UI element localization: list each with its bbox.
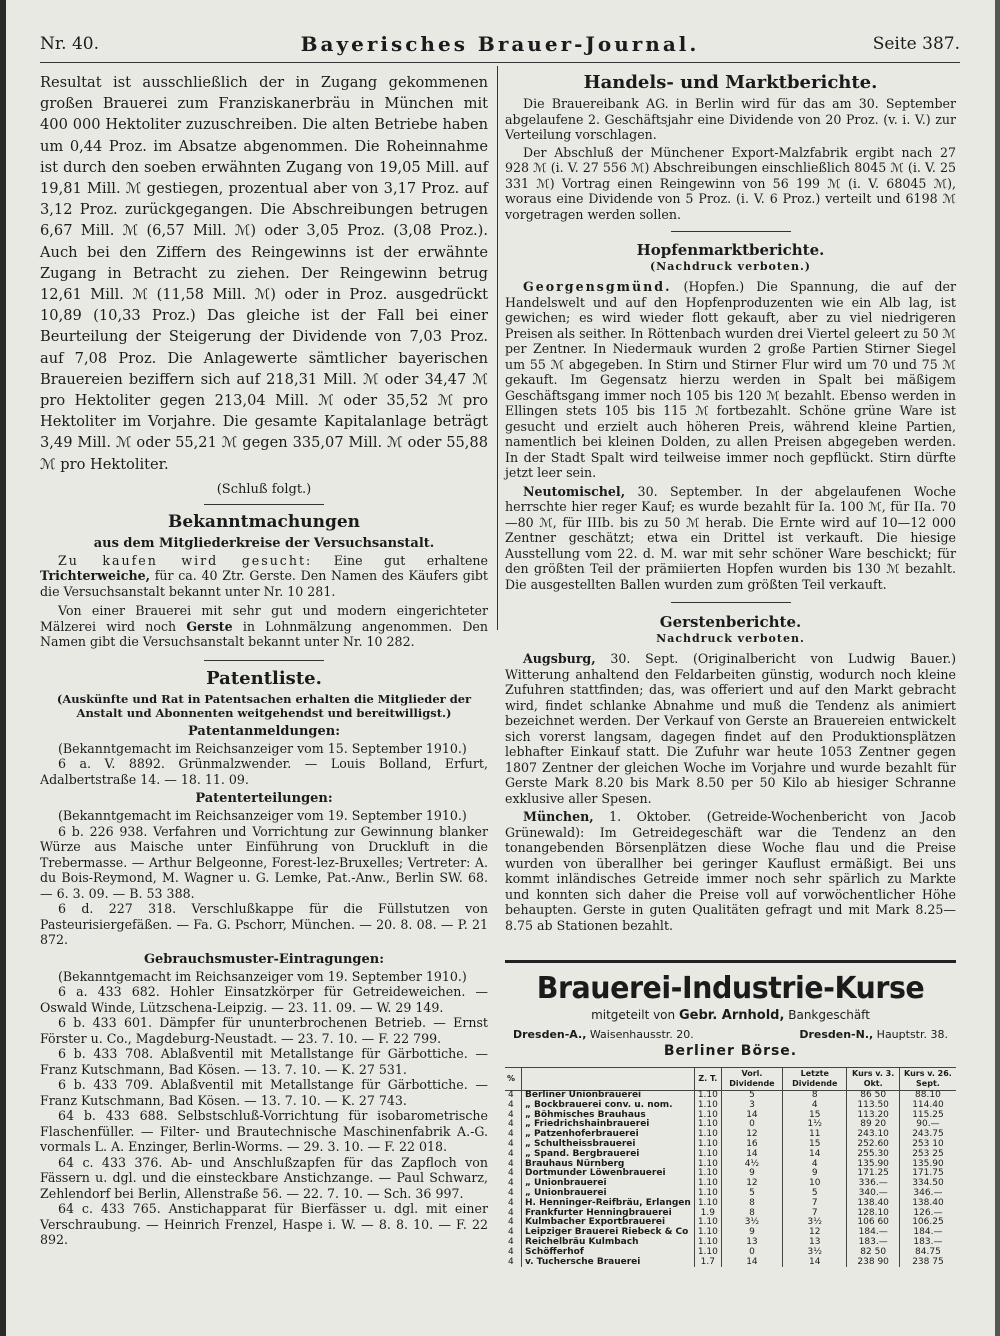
quote-cell: 1.10	[694, 1248, 721, 1258]
quote-cell: 4	[508, 1138, 514, 1149]
quote-cell: 4	[508, 1217, 514, 1228]
quote-cell: 253 10	[899, 1140, 956, 1150]
utility-model-entry: 64 b. 433 688. Selbstschluß-Vorrichtung für isobarometrische Flaschenfüller. — Filter- und Brautechnische Maschinenfabrik A.-G. vormals L. A. Enzinger, Berlin-Worms. — 29. 3. 10. — F. 22 018.	[40, 1108, 488, 1155]
company-name: „ Unionbrauerei	[522, 1179, 695, 1189]
quote-cell: 1.10	[694, 1111, 721, 1121]
utility-models-list	[40, 984, 488, 1248]
header-rule	[40, 62, 960, 63]
utility-models-date: (Bekanntgemacht im Reichsanzeiger vom 19. September 1910.)	[58, 968, 467, 984]
address-right-street: Hauptstr. 38.	[873, 1028, 948, 1041]
quotes-source-firm: Gebr. Arnhold,	[678, 1008, 785, 1023]
quote-cell: 346.—	[899, 1189, 956, 1199]
quote-cell: 5	[721, 1091, 782, 1101]
announcement-lead: Zu kaufen wird gesucht:	[58, 552, 313, 568]
quote-cell: 4	[508, 1168, 514, 1179]
quotes-column-header: Kurs v. 3. Okt.	[847, 1068, 899, 1091]
market-report-item: Die Brauereibank AG. in Berlin wird für das am 30. September abgelaufene 2. Geschäftsjahr eine Dividende von 20 Proz. (v. i. V.) zur Verteilung vorschlagen.	[505, 96, 956, 142]
quote-cell: 1.10	[694, 1120, 721, 1130]
quotes-table	[505, 1067, 956, 1267]
patent-grant-entry: 6 d. 227 318. Verschlußkappe für die Füllstutzen von Pasteurisiergefäßen. — Fa. G. Pschorr, München. — 20. 8. 08. — P. 21 872.	[40, 901, 488, 948]
quote-cell: 106.25	[899, 1218, 956, 1228]
quote-cell: 184.—	[899, 1228, 956, 1238]
utility-model-entry: 6 a. 433 682. Hohler Einsatzkörper für Getreideweichen. — Oswald Winde, Lützschena-Leipzig. — 23. 11. 09. — W. 29 149.	[40, 984, 488, 1015]
quote-cell: 253 25	[899, 1150, 956, 1160]
quotes-column-header	[522, 1068, 695, 1091]
address-left-city: Dresden-A.,	[513, 1028, 587, 1041]
report-text: 30. Sept. (Originalbericht von Ludwig Bauer.) Witterung anhaltend den Feldarbeiten günstig, wodurch noch kleine Zufuhren stattfinden; das, was offeriert und auf den Markt gebracht wird, findet schlanke Abnahme und muß die Tendenz als animiert bezeichnet werden. Der Verkauf von Gerste an Brauereien entwickelt sich vorerst langsam, dagegen findet auf den Produktionsplätzen lebhafter Einkauf statt. Die Zufuhr war heute 1053 Zentner gegen 1807 Zentner der gleichen Woche im Vorjahre und wurde bezahlt für Gerste Mark 8.20 bis Mark 8.50 per 50 Kilo ab hiesiger Schranne exklusive aller Spesen.	[505, 651, 956, 806]
patent-grants-date: (Bekanntgemacht im Reichsanzeiger vom 19. September 1910.)	[58, 808, 467, 824]
quote-cell: 135.90	[899, 1160, 956, 1170]
quote-cell: 113.50	[847, 1101, 899, 1111]
quote-cell: 1.10	[694, 1130, 721, 1140]
quote-cell: 15	[783, 1111, 847, 1121]
quote-cell: 4	[508, 1148, 514, 1159]
report-text: 30. September. In der abgelaufenen Woche herrschte hier reger Kauf; es wurde bezahlt für Ia. 100 ℳ, für IIa. 70—80 ℳ, für IIIb. bis zu 50 ℳ herab. Die Ernte wird auf 10—12 000 Zentner geschätzt; etwa ein Drittel ist verkauft. Die hiesige Ausstellung vom 22. d. M. war mit sehr schöner Ware beschickt; für den größten Teil der prämiierten Hopfen wurden bis 130 ℳ bezahlt. Die ausgestellten Ballen wurden zum größten Teil verkauft.	[505, 483, 956, 592]
company-name: „ Schultheissbrauerei	[522, 1140, 695, 1150]
company-name: „ Böhmisches Brauhaus	[522, 1111, 695, 1121]
hops-report-item	[505, 484, 956, 593]
quote-cell: 243.10	[847, 1130, 899, 1140]
quote-cell: 4	[508, 1227, 514, 1238]
quote-cell: 4	[508, 1109, 514, 1120]
hops-reports-note: (Nachdruck verboten.)	[649, 260, 812, 273]
quote-cell: 114.40	[899, 1101, 956, 1111]
quote-cell: 128.10	[847, 1209, 899, 1219]
scan-edge-left	[0, 0, 6, 1336]
patent-applications-date: (Bekanntgemacht im Reichsanzeiger vom 15. September 1910.)	[58, 740, 467, 756]
company-name: „ Patzenhoferbrauerei	[522, 1130, 695, 1140]
quote-cell: 183.—	[847, 1238, 899, 1248]
quote-cell: 1.7	[694, 1258, 721, 1268]
announcement-keyword: Trichterweiche,	[40, 568, 151, 584]
patent-grants-list	[40, 824, 488, 948]
quote-cell: 12	[721, 1130, 782, 1140]
company-name: „ Unionbrauerei	[522, 1189, 695, 1199]
quote-cell: 8	[721, 1209, 782, 1219]
company-name: Leipziger Brauerei Riebeck & Co	[522, 1228, 695, 1238]
quote-cell: 4	[508, 1236, 514, 1247]
journal-title: Bayerisches Brauer-Journal.	[300, 32, 700, 56]
announcement-text: Eine gut erhaltene	[312, 552, 488, 568]
report-place: Augsburg,	[523, 651, 596, 666]
quote-cell: 184.—	[847, 1228, 899, 1238]
exchange-title: Berliner Börse.	[663, 1043, 798, 1059]
scan-edge-right	[995, 0, 1000, 1336]
quote-cell: 4	[783, 1101, 847, 1111]
quote-cell: 4	[508, 1246, 514, 1257]
quote-cell: 13	[721, 1238, 782, 1248]
section-divider	[204, 504, 324, 505]
patent-application-entry: 6 a. V. 8892. Grünmalzwender. — Louis Bolland, Erfurt, Adalbertstraße 14. — 18. 11. 09.	[40, 756, 488, 787]
quote-cell: 4	[783, 1160, 847, 1170]
quotes-source-prefix: mitgeteilt von	[591, 1008, 676, 1022]
article-continuation: Resultat ist ausschließlich der in Zugang gekommenen großen Brauerei zum Franziskanerbräu in München mit 400 000 Hektoliter zuzuschreiben. Die alten Betriebe haben um 0,44 Proz. im Absatze abgenommen. Die Roheinnahme ist durch den soeben erwähnten Zugang von 19,05 Mill. auf 19,81 Mill. ℳ gestiegen, prozentual aber von 3,17 Proz. auf 3,12 Proz. zurückgegangen. Die Abschreibungen betrugen 6,67 Mill. ℳ (6,57 Mill. ℳ) oder 3,05 Proz. (3,08 Proz.). Auch bei den Ziffern des Reingewinns ist der erwähnte Zugang in Betracht zu ziehen. Der Reingewinn betrug 12,61 Mill. ℳ (11,58 Mill. ℳ) oder in Proz. ausgedrückt 10,89 (10,33 Proz.) Das gleiche ist der Fall bei einer Beurteilung der Steigerung der Dividende von 7,03 Proz. auf 7,08 Proz. Die Anlagewerte sämtlicher bayerischen Brauereien beziffern sich auf 218,31 Mill. ℳ oder 34,47 ℳ pro Hektoliter gegen 213,04 Mill. ℳ oder 35,52 ℳ pro Hektoliter im Vorjahre. Die gesamte Kapitalanlage beträgt 3,49 Mill. ℳ oder 55,21 ℳ gegen 335,07 Mill. ℳ oder 55,88 ℳ pro Hektoliter.	[40, 74, 488, 473]
quote-cell: 3	[721, 1101, 782, 1111]
company-name: v. Tuchersche Brauerei	[522, 1258, 695, 1268]
quote-cell: 4	[508, 1187, 514, 1198]
quote-cell: 1½	[783, 1120, 847, 1130]
quote-cell: 4½	[721, 1160, 782, 1170]
utility-models-title: Gebrauchsmuster-Eintragungen:	[143, 951, 385, 967]
quote-cell: 171.25	[847, 1169, 899, 1179]
section-divider	[204, 660, 324, 661]
quote-cell: 7	[783, 1209, 847, 1219]
address-left	[513, 1028, 694, 1041]
quote-cell: 16	[721, 1140, 782, 1150]
page-number: Seite 387.	[872, 34, 960, 54]
company-name: H. Henninger-Reifbräu, Erlangen	[522, 1199, 695, 1209]
quote-cell: 183.—	[899, 1238, 956, 1248]
quote-cell: 0	[721, 1248, 782, 1258]
report-text: 1. Oktober. (Getreide-Wochenbericht von Jacob Grünewald): Im Getreidegeschäft war die Tendenz an den tonangebenden Börsenplätzen diese Woche flau und die Preise wurden von überallher bei geringer Kauflust ermäßigt. Bei uns kommt inländisches Getreide immer noch sehr spärlich zu Markte und konnten sich daher die Preise voll auf vorwöchentlicher Höhe behaupten. Gerste in guten Qualitäten gefragt und mit Mark 8.25—8.75 ab Stationen bezahlt.	[505, 809, 956, 933]
hops-report-item	[505, 279, 956, 481]
company-name: „ Friedrichshainbrauerei	[522, 1120, 695, 1130]
utility-model-entry: 6 b. 433 601. Dämpfer für ununterbrochenen Betrieb. — Ernst Förster u. Co., Magdeburg-Neustadt. — 23. 7. 10. — F. 22 799.	[40, 1015, 488, 1046]
quote-cell: 238 75	[899, 1258, 956, 1268]
quote-cell: 252.60	[847, 1140, 899, 1150]
patent-applications-list	[40, 756, 488, 787]
address-right-city: Dresden-N.,	[799, 1028, 874, 1041]
continuation-note: (Schluß folgt.)	[216, 481, 312, 497]
report-place: Neutomischel,	[523, 483, 626, 499]
utility-model-entry: 64 c. 433 376. Ab- und Anschlußzapfen für das Zapfloch von Fässern u. dgl. und die einsteckbare Anstichzange. — Paul Schwarz, Zehlendorf bei Berlin, Allenstraße 56. — 22. 7. 10. — Sch. 36 997.	[40, 1154, 488, 1201]
quote-cell: 14	[783, 1150, 847, 1160]
section-divider	[671, 231, 791, 232]
column-rule	[497, 66, 498, 630]
quotes-column-header: %	[505, 1068, 522, 1091]
quote-cell: 238 90	[847, 1258, 899, 1268]
quote-cell: 4	[508, 1129, 514, 1140]
patent-grant-entry: 6 b. 226 938. Verfahren und Vorrichtung zur Gewinnung blanker Würze aus Maische unter Einführung von Druckluft in die Trebermasse. — Arthur Belgeonne, Forest-lez-Bruxelles; Vertreter: A. du Bois-Reymond, M. Wagner u. G. Lemke, Pat.-Anw., Berlin SW. 68. — 6. 3. 09. — B. 53 388.	[40, 823, 488, 901]
market-reports-title: Handels- und Marktberichte.	[583, 72, 878, 93]
report-place: München,	[523, 809, 594, 824]
barley-report-item	[505, 651, 956, 806]
quote-cell: 1.10	[694, 1218, 721, 1228]
company-name: „ Bockbrauerei conv. u. nom.	[522, 1101, 695, 1111]
quote-cell: 82 50	[847, 1248, 899, 1258]
quotes-table-body	[505, 1091, 956, 1268]
quote-cell: 4	[508, 1119, 514, 1130]
quote-cell: 0	[721, 1120, 782, 1130]
quote-cell: 126.—	[899, 1209, 956, 1219]
quote-cell: 113.20	[847, 1111, 899, 1121]
quote-cell: 1.10	[694, 1179, 721, 1189]
report-text: (Hopfen.) Die Spannung, die auf der Handelswelt und auf den Hopfenproduzenten wie ein Alb lag, ist gewichen; es wird wieder flott gekauft, aber zu viel niedrigeren Preisen als seither. In Röttenbach wurden drei Viertel geleert zu 50 ℳ per Zentner. In Niedermauk wurden 2 große Partien Stirner Siegel um 55 ℳ abgegeben. In Stirn und Stirner Flur wird um 70 und 75 ℳ gekauft. Im Gegensatz hierzu werden in Spalt bei mäßigem Geschäftsgang immer noch 105 bis 120 ℳ bezahlt. Ebenso werden in Ellingen stets 105 bis 115 ℳ fortbezahlt. Schöne grüne Ware ist gesucht und erzielt auch höheren Preis, während kleine Partien, namentlich bei kleinen Dolden, zu allen Preisen abgegeben werden. In der Stadt Spalt wird teilweise immer noch gepflückt. Stirn dürfte jetzt leer sein.	[505, 279, 956, 480]
patent-list-note: (Auskünfte und Rat in Patentsachen erhalten die Mitglieder der Anstalt und Abonnenten weitgehendst und bereitwilligst.)	[56, 691, 472, 720]
section-divider	[671, 602, 791, 603]
quote-cell: 11	[783, 1130, 847, 1140]
hops-reports-title: Hopfenmarktberichte.	[636, 241, 825, 259]
left-column	[40, 72, 488, 1248]
company-name: Reichelbräu Kulmbach	[522, 1238, 695, 1248]
issue-number: Nr. 40.	[40, 34, 99, 54]
patent-list-title: Patentliste.	[206, 667, 322, 689]
barley-report-item	[505, 809, 956, 933]
quote-cell: 4	[508, 1207, 514, 1218]
patent-applications-title: Patentanmeldungen:	[187, 723, 341, 739]
quote-cell: 1.10	[694, 1228, 721, 1238]
quote-cell: 9	[721, 1169, 782, 1179]
quote-cell: 334.50	[899, 1179, 956, 1189]
patent-grants-title: Patenterteilungen:	[195, 791, 333, 807]
quotes-source-suffix: Bankgeschäft	[788, 1008, 870, 1022]
running-header	[40, 32, 960, 62]
announcement-text: für ca. 40 Ztr. Gerste. Den Namen des Käufers gibt die Versuchsanstalt bekannt unter Nr. 10 281.	[40, 568, 488, 599]
barley-reports-note: Nachdruck verboten.	[656, 632, 805, 645]
quote-cell: 1.10	[694, 1150, 721, 1160]
quote-cell: 336.—	[847, 1179, 899, 1189]
quote-cell: 9	[721, 1228, 782, 1238]
quote-cell: 12	[721, 1179, 782, 1189]
brewery-stock-quotes	[505, 960, 956, 1267]
quotes-table-header	[505, 1068, 956, 1091]
announcement-text: Von einer Brauerei mit sehr gut und modern eingerichteter Mälzerei wird noch	[40, 603, 488, 634]
announcement-item	[40, 603, 488, 650]
barley-reports-title: Gerstenberichte.	[659, 613, 802, 631]
announcement-item	[40, 553, 488, 600]
quote-cell: 12	[783, 1228, 847, 1238]
quote-cell: 1.10	[694, 1160, 721, 1170]
announcement-text: in Lohnmälzung angenommen. Den Namen gibt die Versuchsanstalt bekannt unter Nr. 10 282.	[40, 618, 488, 650]
quote-cell: 1.10	[694, 1101, 721, 1111]
quote-cell: 14	[721, 1150, 782, 1160]
quote-cell: 4	[508, 1158, 514, 1169]
quote-cell: 13	[783, 1238, 847, 1248]
quote-cell: 171.75	[899, 1169, 956, 1179]
quote-cell: 138.40	[847, 1199, 899, 1209]
quote-cell: 86 50	[847, 1091, 899, 1101]
company-name: Schöfferhof	[522, 1248, 695, 1258]
company-name: „ Spand. Bergbrauerei	[522, 1150, 695, 1160]
quote-cell: 1.10	[694, 1169, 721, 1179]
quote-cell: 14	[783, 1258, 847, 1268]
address-left-street: Waisenhausstr. 20.	[586, 1028, 694, 1041]
quote-cell: 5	[721, 1189, 782, 1199]
company-name: Kulmbacher Exportbrauerei	[522, 1218, 695, 1228]
quote-cell: 3½	[783, 1248, 847, 1258]
quote-cell: 14	[721, 1111, 782, 1121]
quote-cell: 135.90	[847, 1160, 899, 1170]
quotes-title: Brauerei-Industrie-Kurse	[536, 971, 925, 1006]
company-name: Dortmunder Löwenbrauerei	[522, 1169, 695, 1179]
quote-cell: 255.30	[847, 1150, 899, 1160]
quote-cell: 5	[783, 1189, 847, 1199]
quote-cell: 14	[721, 1258, 782, 1268]
utility-model-entry: 6 b. 433 709. Ablaßventil mit Metallstange für Gärbottiche. — Franz Kutschmann, Bad Kösen. — 13. 7. 10. — K. 27 743.	[40, 1077, 488, 1108]
quote-cell: 90.—	[899, 1120, 956, 1130]
quote-cell: 4	[508, 1178, 514, 1189]
quote-cell: 9	[783, 1169, 847, 1179]
quote-cell: 1.9	[694, 1209, 721, 1219]
company-name: Berliner Unionbrauerei	[522, 1091, 695, 1101]
quote-cell: 4	[508, 1256, 514, 1267]
quotes-column-header: Kurs v. 26. Sept.	[899, 1068, 956, 1091]
quote-cell: 88.10	[899, 1091, 956, 1101]
quotes-column-header: Letzte Dividende	[783, 1068, 847, 1091]
right-column	[505, 68, 956, 933]
address-right	[799, 1028, 948, 1041]
quotes-column-header: Vorl. Dividende	[721, 1068, 782, 1091]
quotes-source	[505, 1008, 956, 1023]
quote-cell: 89 20	[847, 1120, 899, 1130]
quote-cell: 1.10	[694, 1189, 721, 1199]
quote-cell: 10	[783, 1179, 847, 1189]
quote-cell: 4	[508, 1090, 514, 1100]
report-place: Georgensgmünd.	[523, 279, 672, 294]
market-report-item: Der Abschluß der Münchener Export-Malzfabrik ergibt nach 27 928 ℳ (i. V. 27 556 ℳ) Abschreibungen einschließlich 8045 ℳ (i. V. 25 331 ℳ) Vortrag einen Reingewinn von 56 199 ℳ (i. V. 68045 ℳ), woraus eine Dividende von 5 Proz. (i. V. 6 Proz.) verteilt und 6198 ℳ vorgetragen werden sollen.	[505, 144, 956, 222]
quote-cell: 7	[783, 1199, 847, 1209]
quote-cell: 84.75	[899, 1248, 956, 1258]
quote-cell: 340.—	[847, 1189, 899, 1199]
quotes-addresses	[505, 1028, 956, 1041]
quote-cell: 106 60	[847, 1218, 899, 1228]
quote-cell: 3½	[783, 1218, 847, 1228]
quote-cell: 15	[783, 1140, 847, 1150]
quotes-column-header: Z. T.	[694, 1068, 721, 1091]
announcement-keyword: Gerste	[186, 618, 233, 634]
announcements-subtitle: aus dem Mitgliederkreise der Versuchsanstalt.	[93, 535, 435, 551]
quote-cell: 4	[508, 1099, 514, 1110]
utility-model-entry: 64 c. 433 765. Anstichapparat für Bierfässer u. dgl. mit einer Verschraubung. — Heinrich Frenzel, Haspe i. W. — 8. 8. 10. — F. 22 892.	[40, 1201, 488, 1248]
quote-cell: 138.40	[899, 1199, 956, 1209]
quote-cell: 243.75	[899, 1130, 956, 1140]
table-row	[505, 1258, 956, 1268]
company-name: Brauhaus Nürnberg	[522, 1160, 695, 1170]
quote-cell: 1.10	[694, 1238, 721, 1248]
company-name: Frankfurter Henningbrauerei	[522, 1209, 695, 1219]
quote-cell: 4	[508, 1197, 514, 1208]
quote-cell: 8	[783, 1091, 847, 1101]
quote-cell: 3½	[721, 1218, 782, 1228]
announcements-title: Bekanntmachungen	[167, 511, 361, 532]
quote-cell: 1.10	[694, 1091, 721, 1101]
quote-cell: 1.10	[694, 1199, 721, 1209]
quote-cell: 8	[721, 1199, 782, 1209]
quote-cell: 1.10	[694, 1140, 721, 1150]
quote-cell: 115.25	[899, 1111, 956, 1121]
utility-model-entry: 6 b. 433 708. Ablaßventil mit Metallstange für Gärbottiche. — Franz Kutschmann, Bad Kösen. — 13. 7. 10. — K. 27 531.	[40, 1046, 488, 1077]
